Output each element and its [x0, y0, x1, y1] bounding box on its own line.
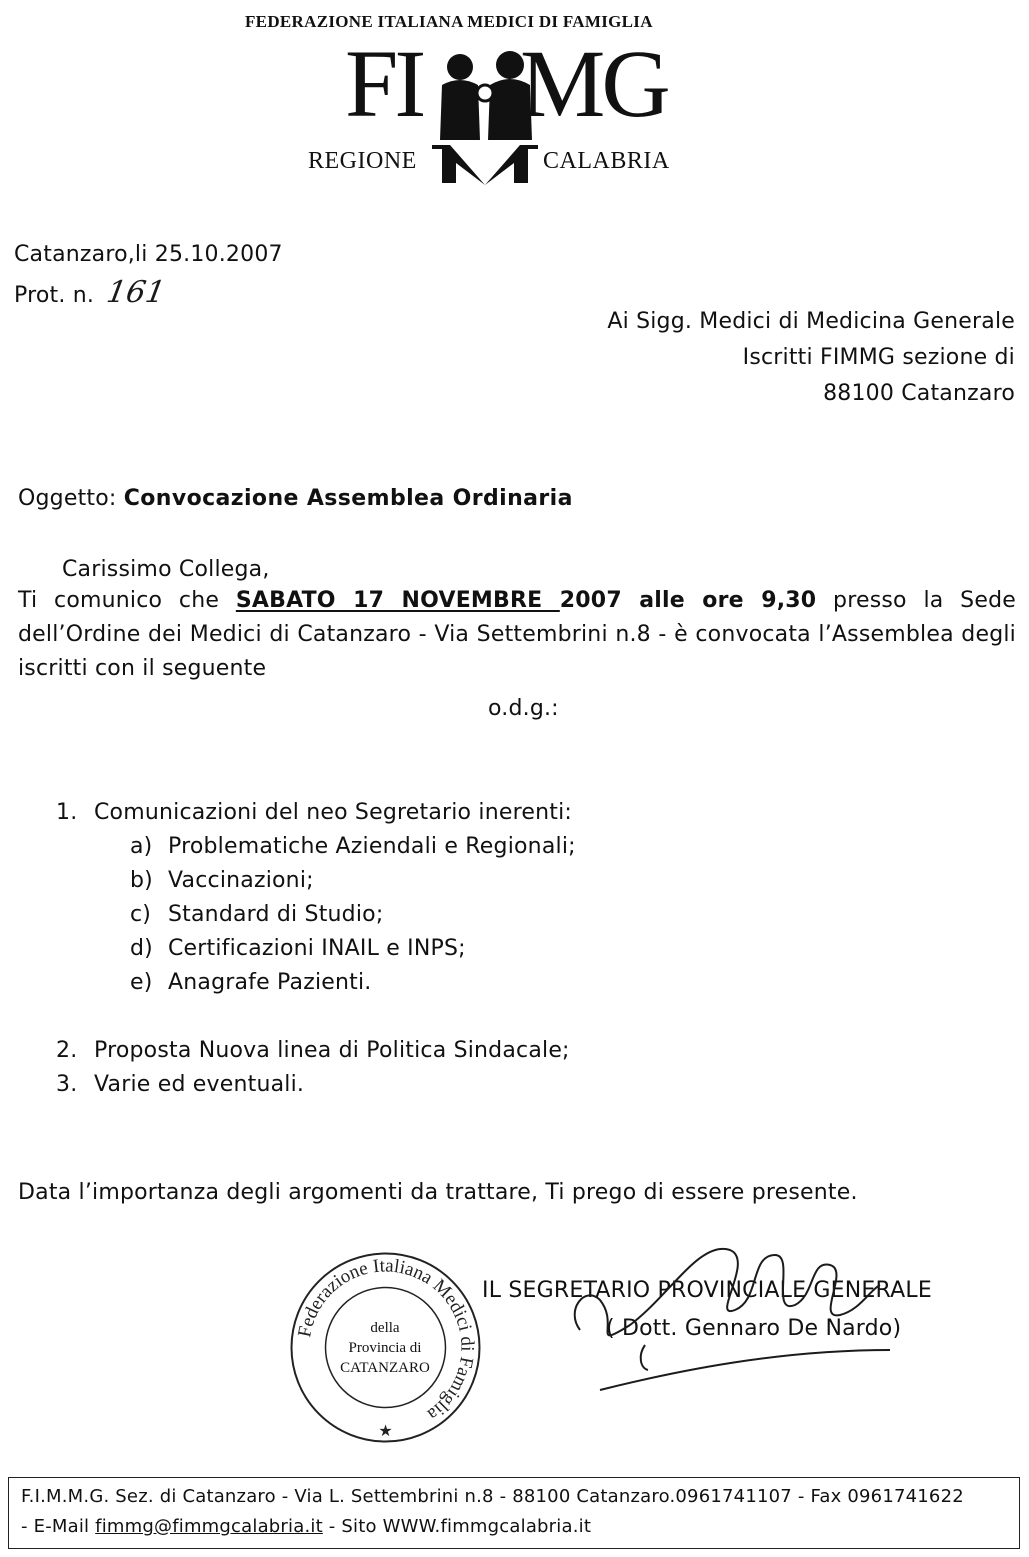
- subitem-text: Problematiche Aziendali e Regionali;: [168, 834, 576, 859]
- recipient-block: [607, 304, 1015, 412]
- footer-contact-box: [8, 1477, 1020, 1549]
- agenda-number: 3.: [56, 1072, 78, 1097]
- subject-line: [18, 482, 573, 516]
- subject-text: Convocazione Assemblea Ordinaria: [123, 486, 573, 511]
- agenda-item-text: Comunicazioni del neo Segretario inerenti:: [94, 800, 572, 825]
- place-date: Catanzaro,li 25.10.2007: [14, 242, 283, 267]
- protocol-number-handwritten: 161: [104, 275, 169, 310]
- recipient-line-3: 88100 Catanzaro: [823, 381, 1015, 406]
- subitem-mark: e): [130, 970, 153, 995]
- website-link[interactable]: WWW.fimmgcalabria.it: [382, 1516, 592, 1537]
- region-label-left: REGIONE: [308, 148, 417, 174]
- stamp-line-1: della: [370, 1320, 400, 1336]
- email-link[interactable]: fimmg@fimmgcalabria.it: [95, 1516, 323, 1537]
- logo-letters-right: MG: [520, 30, 667, 137]
- agenda-subitems: [56, 830, 756, 1000]
- recipient-line-2: Iscritti FIMMG sezione di: [742, 345, 1015, 370]
- agenda-heading: o.d.g.:: [488, 696, 559, 721]
- paragraph-rest: presso la Sede dell’Ordine dei Medici di Catanzaro - Via Settembrini n.8 - è convocata l’Assemblea degli iscritti con il seguente: [18, 588, 1016, 681]
- agenda-list: [56, 796, 756, 1102]
- agenda-item-text: Proposta Nuova linea di Politica Sindacale;: [94, 1038, 570, 1063]
- site-label: - Sito: [322, 1516, 383, 1537]
- handwritten-signature-icon: [560, 1230, 920, 1400]
- agenda-item-text: Varie ed eventuali.: [94, 1072, 305, 1097]
- footer-address: F.I.M.M.G. Sez. di Catanzaro - Via L. Settembrini n.8 - 88100 Catanzaro.0961741107 - Fax 0961741622: [21, 1486, 964, 1507]
- agenda-spacer: [56, 1000, 756, 1034]
- agenda-number: 2.: [56, 1038, 78, 1063]
- agenda-item-1: [56, 796, 756, 1000]
- stamp-line-3: CATANZARO: [340, 1360, 430, 1376]
- signatory-title: IL SEGRETARIO PROVINCIALE GENERALE: [482, 1278, 932, 1303]
- subject-label: Oggetto:: [18, 486, 117, 511]
- stamp-line-2: Provincia di: [348, 1340, 422, 1356]
- subitem-mark: c): [130, 902, 152, 927]
- stamp-ring-text: Federazione Italiana Medici di Famiglia: [294, 1255, 478, 1425]
- agenda-subitem: [130, 932, 756, 966]
- protocol-label: Prot. n.: [14, 283, 95, 308]
- subitem-text: Certificazioni INAIL e INPS;: [168, 936, 466, 961]
- agenda-subitem: [130, 966, 756, 1000]
- subitem-mark: a): [130, 834, 153, 859]
- meeting-time: 2007 alle ore 9,30: [559, 588, 817, 613]
- signatory-name: ( Dott. Gennaro De Nardo): [606, 1316, 902, 1341]
- agenda-item-2: [56, 1034, 756, 1068]
- protocol-line: [14, 275, 169, 313]
- paragraph-start: Ti comunico che: [18, 588, 236, 613]
- region-label-right: CALABRIA: [543, 148, 670, 174]
- svg-text:★: ★: [378, 1421, 393, 1440]
- subitem-text: Standard di Studio;: [168, 902, 384, 927]
- federation-name: FEDERAZIONE ITALIANA MEDICI DI FAMIGLIA: [245, 12, 653, 31]
- agenda-subitem: [130, 864, 756, 898]
- subitem-text: Anagrafe Pazienti.: [168, 970, 372, 995]
- footer-contacts: [21, 1512, 1007, 1542]
- subitem-mark: d): [130, 936, 153, 961]
- agenda-number: 1.: [56, 800, 78, 825]
- subitem-mark: b): [130, 868, 153, 893]
- meeting-date-underlined: SABATO 17 NOVEMBRE: [235, 588, 560, 613]
- convocation-paragraph: [18, 584, 1016, 686]
- closing-sentence: Data l’importanza degli argomenti da trattare, Ti prego di essere presente.: [18, 1180, 858, 1205]
- recipient-line-1: Ai Sigg. Medici di Medicina Generale: [607, 309, 1015, 334]
- subitem-text: Vaccinazioni;: [168, 868, 314, 893]
- email-label: - E-Mail: [21, 1516, 96, 1537]
- agenda-subitem: [130, 898, 756, 932]
- agenda-item-3: [56, 1068, 756, 1102]
- stamp-center-text: [320, 1318, 450, 1378]
- salutation: Carissimo Collega,: [62, 557, 270, 582]
- agenda-subitem: [130, 830, 756, 864]
- logo-letters-left: FI: [345, 30, 423, 137]
